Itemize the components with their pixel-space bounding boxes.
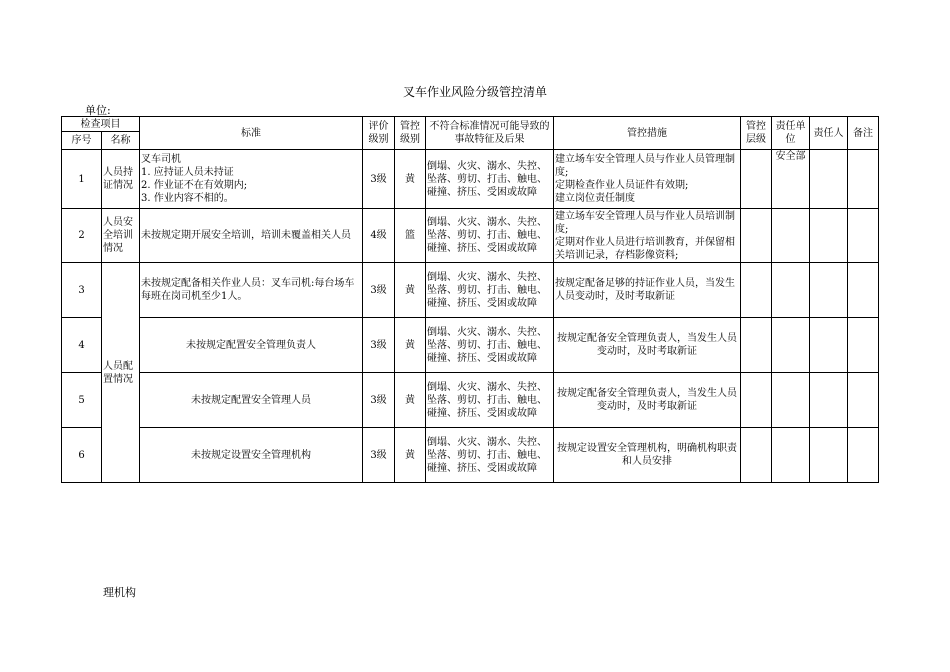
row-ctrl-level: 黄 [395, 263, 426, 318]
table-row [62, 318, 879, 373]
row-ctrl-layer [741, 373, 772, 428]
header-resp-unit: 责任单位 [772, 117, 810, 150]
row-measures: 按规定配备足够的持证作业人员，当发生人员变动时，及时考取新证 [554, 263, 741, 318]
header-eval-level: 评价级别 [363, 117, 395, 150]
row-remark [848, 263, 879, 318]
row-standard: 未按规定配备相关作业人员：叉车司机:每台场车每班在岗司机至少1人。 [140, 263, 363, 318]
row-ctrl-layer [741, 318, 772, 373]
header-remark: 备注 [848, 117, 879, 150]
row-eval-level: 3级 [363, 263, 395, 318]
row-seq: 3 [62, 263, 102, 318]
row-measures: 按规定配备安全管理负责人，当发生人员变动时，及时考取新证 [554, 373, 741, 428]
table-row [62, 373, 879, 428]
row-resp-person [810, 263, 848, 318]
row-name: 人员安全培训情况 [102, 209, 140, 263]
row-standard: 叉车司机 1. 应持证人员未持证 2. 作业证不在有效期内; 3. 作业内容不相的。 [140, 150, 363, 209]
row-resp-person [810, 318, 848, 373]
row-measures: 按规定配备安全管理负责人，当发生人员变动时，及时考取新证 [554, 318, 741, 373]
row-remark [848, 373, 879, 428]
row-ctrl-layer [741, 428, 772, 483]
row-resp-person [810, 209, 848, 263]
risk-control-table [61, 116, 879, 483]
header-check-item: 检查项目 [62, 117, 140, 132]
row-resp-unit [772, 428, 810, 483]
row-name-merged: 人员配置情况 [102, 263, 140, 483]
row-eval-level: 3级 [363, 373, 395, 428]
row-standard: 未按规定设置安全管理机构 [140, 428, 363, 483]
row-remark [848, 428, 879, 483]
footer-text: 理机构 [103, 586, 136, 599]
row-resp-unit [772, 263, 810, 318]
table-row [62, 209, 879, 263]
row-consequence: 倒塌、火灾、溺水、失控、坠落、剪切、打击、触电、碰撞、挤压、受困或故障 [426, 373, 554, 428]
row-ctrl-level: 黄 [395, 373, 426, 428]
row-standard: 未按规定配置安全管理人员 [140, 373, 363, 428]
row-measures: 按规定设置安全管理机构，明确机构职责和人员安排 [554, 428, 741, 483]
row-eval-level: 4级 [363, 209, 395, 263]
unit-label: 单位: [85, 104, 111, 117]
header-measures: 管控措施 [554, 117, 741, 150]
table-row [62, 150, 879, 209]
table-row [62, 263, 879, 318]
row-seq: 4 [62, 318, 102, 373]
row-measures: 建立场车安全管理人员与作业人员管理制度; 定期检查作业人员证件有效期; 建立岗位责任制度 [554, 150, 741, 209]
header-ctrl-level: 管控级别 [395, 117, 426, 150]
row-consequence: 倒塌、火灾、溺水、失控、坠落、剪切、打击、触电、碰撞、挤压、受困或故障 [426, 318, 554, 373]
row-consequence: 倒塌、火灾、溺水、失控、坠落、剪切、打击、触电、碰撞、挤压、受困或故障 [426, 150, 554, 209]
header-name: 名称 [102, 132, 140, 150]
row-eval-level: 3级 [363, 318, 395, 373]
row-remark [848, 209, 879, 263]
row-ctrl-level: 黄 [395, 428, 426, 483]
row-eval-level: 3级 [363, 428, 395, 483]
row-standard: 未按规定配置安全管理负责人 [140, 318, 363, 373]
row-ctrl-layer [741, 150, 772, 209]
row-consequence: 倒塌、火灾、溺水、失控、坠落、剪切、打击、触电、碰撞、挤压、受困或故障 [426, 263, 554, 318]
row-ctrl-level: 黄 [395, 318, 426, 373]
row-eval-level: 3级 [363, 150, 395, 209]
row-resp-unit [772, 209, 810, 263]
row-remark [848, 150, 879, 209]
row-resp-unit [772, 318, 810, 373]
row-resp-person [810, 428, 848, 483]
row-seq: 5 [62, 373, 102, 428]
row-seq: 6 [62, 428, 102, 483]
document-title: 叉车作业风险分级管控清单 [402, 85, 547, 99]
row-ctrl-level: 黄 [395, 150, 426, 209]
header-seq: 序号 [62, 132, 102, 150]
row-consequence: 倒塌、火灾、溺水、失控、坠落、剪切、打击、触电、碰撞、挤压、受困或故障 [426, 209, 554, 263]
row-ctrl-level: 篮 [395, 209, 426, 263]
row-ctrl-layer [741, 263, 772, 318]
header-row-1 [62, 117, 879, 132]
row-resp-person [810, 150, 848, 209]
row-ctrl-layer [741, 209, 772, 263]
row-seq: 1 [62, 150, 102, 209]
header-resp-person: 责任人 [810, 117, 848, 150]
table-row [62, 428, 879, 483]
header-standard: 标准 [140, 117, 363, 150]
row-resp-unit: 安全部 [772, 150, 810, 209]
row-resp-unit [772, 373, 810, 428]
row-measures: 建立场车安全管理人员与作业人员培训制度; 定期对作业人员进行培训教育，并保留相关培训记录，存档影像资料; [554, 209, 741, 263]
row-name: 人员持证情况 [102, 150, 140, 209]
header-ctrl-layer: 管控层级 [741, 117, 772, 150]
row-standard: 未按规定期开展安全培训，培训未覆盖相关人员 [140, 209, 363, 263]
row-consequence: 倒塌、火灾、溺水、失控、坠落、剪切、打击、触电、碰撞、挤压、受困或故障 [426, 428, 554, 483]
row-remark [848, 318, 879, 373]
header-consequence: 不符合标准情况可能导致的事故特征及后果 [426, 117, 554, 150]
row-seq: 2 [62, 209, 102, 263]
row-resp-person [810, 373, 848, 428]
